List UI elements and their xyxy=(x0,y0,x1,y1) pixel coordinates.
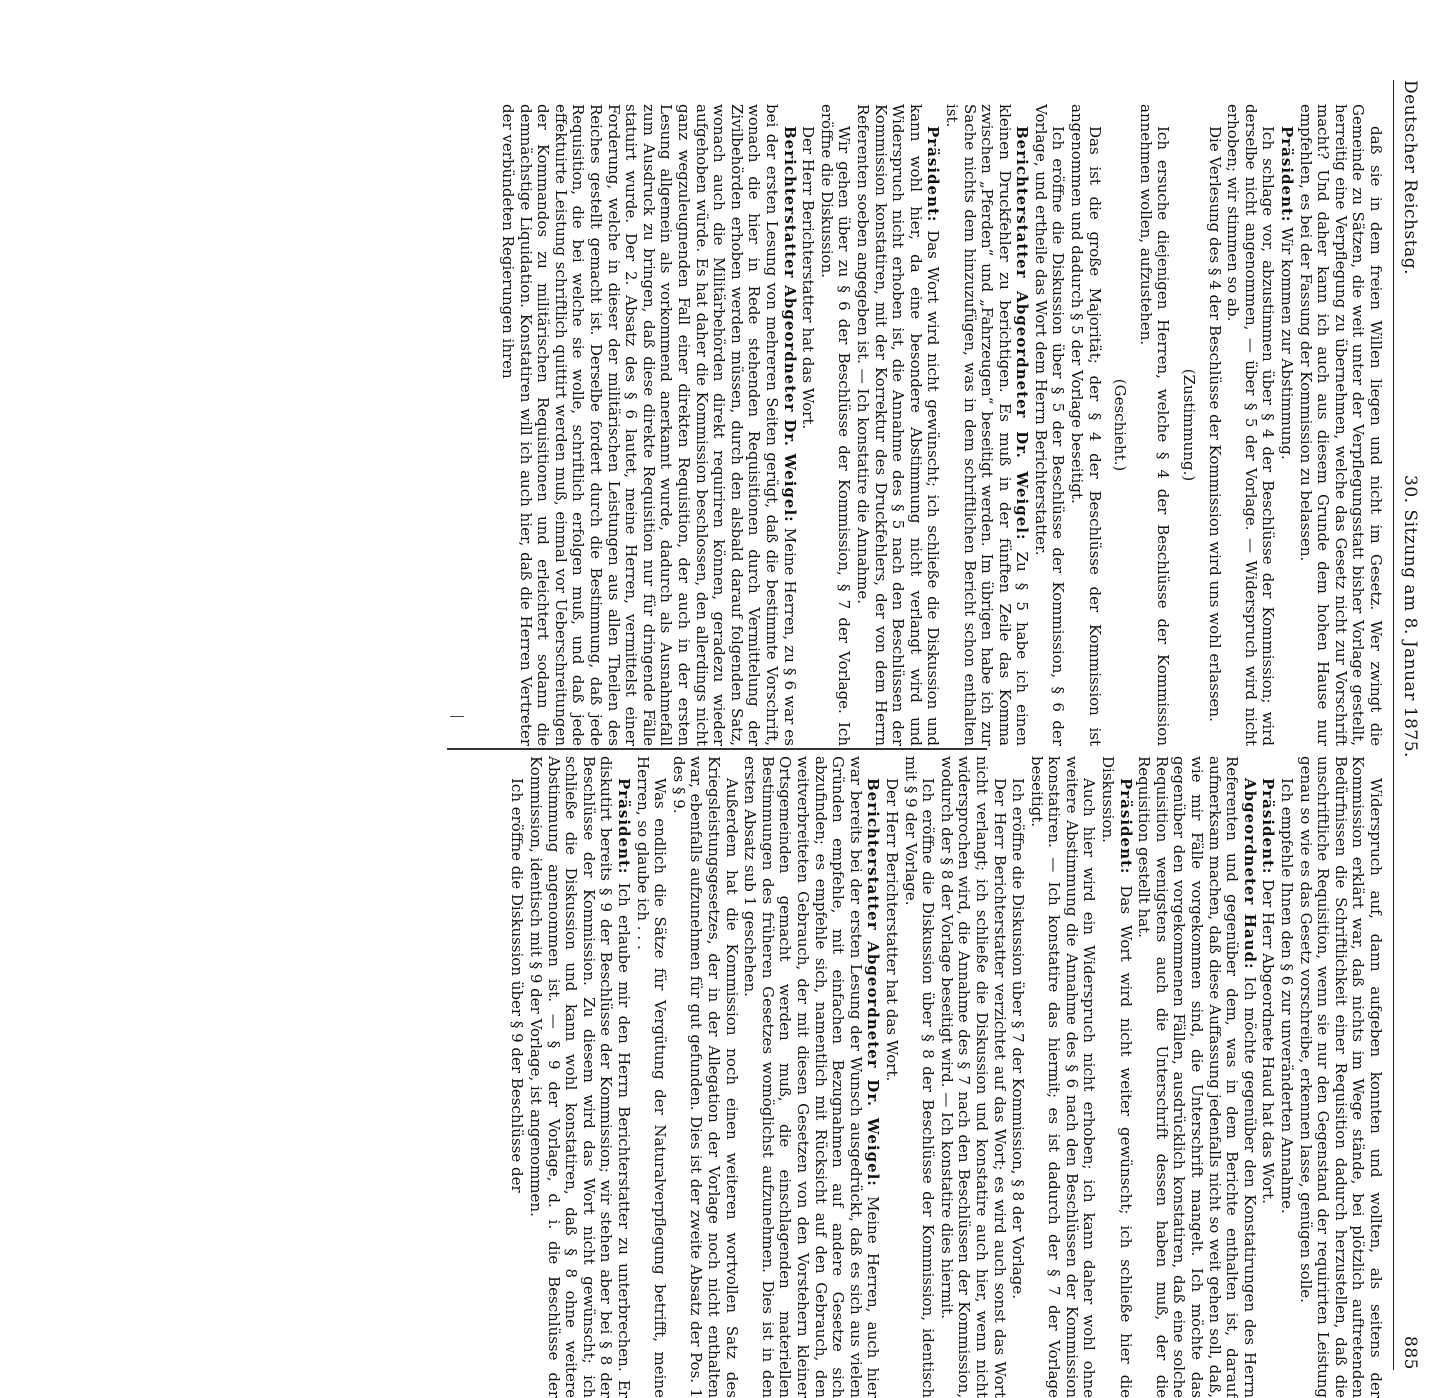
body-paragraph: Ich empfehle Ihnen den § 6 zur unveränderten Annahme. xyxy=(1278,778,1297,1214)
speaker-name: Berichterstatter Abgeordneter Dr. Weigel: xyxy=(864,778,883,1187)
body-paragraph: daß sie in dem freien Willen liegen und nicht im Gesetz. Wer zwingt die Gemeinde zu Sätzen, die weit unter der Verpflegungsstatt bisher Vorlage gestellt, herreitig eine Verpflegung zu übernehmen, welche das Gesetz nicht zur Vorschrift macht? Und daher kann ich auch aus diesem Grunde dem hohen Hause nur empfehlen, es bei der Fassung der Kommission zu belassen. xyxy=(1296,104,1385,746)
page-number: 885 xyxy=(1400,1336,1420,1370)
speaker-name: Präsident: xyxy=(924,126,943,223)
speech-paragraph xyxy=(942,104,1030,746)
speaker-name: Präsident: xyxy=(615,778,634,875)
stage-direction: (Geschieht.) xyxy=(1111,378,1130,472)
speech-paragraph xyxy=(1259,756,1277,1398)
speech-text: Ich möchte gegenüber den Konstatirungen des Herrn Referenten und gegenüber dem, was in dem Berichte enthalten ist, darauf aufmerksam machen, daß diese Auffassung jedenfalls nicht so weit gehen soll, daß, wie mir Fälle vorgekommen sind, die Unterschrift mangelt. Ich möchte das gegenüber den vorgekommenen Fällen, ausdrücklich konstatiren, daß eine solche Requisition wenigstens auch die Unterschrift dessen haben muß, der die Requisition gestellt hat. xyxy=(1135,756,1259,1398)
session-date: 30. Sitzung am 8. Januar 1875. xyxy=(1400,475,1420,758)
speech-text: Ich erlaube mir den Herrn Berichterstatter zu unterbrechen. Er diskutirt bereits § 9 der Beschlüsse der Kommission; wir stehen aber bei § 8 der Beschlüsse der Kommission. Zu diesem wird das Wort nicht gewünscht; ich schließe die Diskussion und kann wohl konstatiren, daß § 8 ohne weitere Abstimmung angenommen ist. — § 9 der Vorlage, d. i. die Beschlüsse der Kommission, identisch mit § 9 der Vorlage, ist angenommen. xyxy=(527,756,634,1398)
body-paragraph: Ich schlage vor, abzustimmen über § 4 der Beschlüsse der Kommission; wird derselbe nicht angenommen, — über § 5 der Vorlage. — Widerspruch wird nicht erhoben; wir stimmen so ab. xyxy=(1224,104,1278,746)
speaker-name: Präsident: xyxy=(1259,778,1278,875)
speech-paragraph xyxy=(853,104,941,746)
body-paragraph: Was endlich die Sätze für Vergütung der Naturalverpflegung betrifft, meine Herren, so glaube ich . . . xyxy=(633,756,670,1398)
body-paragraph: Die Verlesung des § 4 der Beschlüsse der Kommission wird uns wohl erlassen. xyxy=(1205,126,1224,722)
body-paragraph: Ich ersuche diejenigen Herren, welche § 4 der Beschlüsse der Kommission annehmen wollen, aufzustehen. xyxy=(1136,104,1173,746)
body-paragraph: Ich eröffne die Diskussion über § 8 der Beschlüsse der Kommission, identisch mit § 9 der Vorlage. xyxy=(901,756,938,1398)
speech-text: Meine Herren, zu § 6 war es bei der ersten Lesung von mehreren Seiten gerügt, daß die bestimmte Vorschrift, wonach die hier in Rede stehenden Requisitionen durch Vermittelung der Zivilbehörden erhoben werden müssen, durch den alsbald darauf folgenden Satz, wonach auch die Militärbehörden direkt requiriren können, geradezu wieder aufgehoben würde. Es hat daher die Kommission beschlossen, den allerdings nicht ganz wegzuleugnenden Fall einer direkten Requisition, der auch in der ersten Lesung allgemein als vorkommend anerkannt wurde, dadurch als Ausnahmefall zum Ausdruck zu bringen, daß diese direkte Requisition nur für dringende Fälle statuirt wurde. Der 2. Absatz des § 6 lautet, meine Herren, vermittelst einer Forderung, welche in dieser der militärischen Leistungen aus allen Theilen des Reiches gestellt gemacht ist. Derselbe fordert durch die Bestimmung, daß jede Requisition, die bei welche sie wolle, schriftlich erfolgen muß, und daß jede effektuirte Leistung schriftlich quittirt werden muß, einmal vor Ueberschreitungen der Kommandos zu militärischen Requisitionen und erleichtert sodann die demnächstige Liquidation. Konstatiren will ich auch hier, daß die Herren Vertreter der verbündeten Regierungen ihren xyxy=(499,104,799,746)
body-paragraph: Das ist die große Majorität; der § 4 der Beschlüsse der Kommission ist angenommen und dadurch § 5 der Vorlage beseitigt. xyxy=(1068,104,1104,746)
speech-text: Wir kommen zur Abstimmung. xyxy=(1278,227,1297,460)
page-mark xyxy=(450,716,464,721)
body-paragraph: Ich eröffne die Diskussion über § 9 der Beschlüsse der xyxy=(508,778,527,1193)
body-paragraph: Ich eröffne die Diskussion über § 5 der Beschlüsse der Kommission, § 6 der Vorlage, und ertheile das Wort dem Herrn Berichterstatter. xyxy=(1031,104,1068,746)
body-paragraph: Widerspruch auf, dann aufgeben konnten und wollten, als seitens der Kommission erklärt war, daß nichts im Wege stände, bei plötzlich auftretenden Bedürfnissen die Schriftlichkeit einer Requisition dadurch herzustellen, daß die unschriftliche Requisition, wenn sie nur den Gegenstand der requirirten Leistung genau so wie es das Gesetz vorschreibe, erkennen lasse, genügen solle. xyxy=(1296,756,1385,1398)
speaker-name: Berichterstatter Abgeordneter Dr. Weigel: xyxy=(1013,126,1032,541)
header-rule xyxy=(1393,80,1394,1370)
speaker-name: Präsident: xyxy=(1116,778,1135,875)
body-paragraph: Ich eröffne die Diskussion über § 7 der Kommission, § 8 der Vorlage. xyxy=(1009,778,1028,1299)
body-paragraph: Wir gehen über zu § 6 der Beschlüsse der Kommission, § 7 der Vorlage. Ich eröffne die Diskussion. xyxy=(817,104,854,746)
column-divider xyxy=(447,748,987,750)
body-paragraph: Der Herr Berichterstatter hat das Wort. xyxy=(882,778,901,1082)
speech-paragraph xyxy=(1099,756,1134,1398)
body-paragraph: Auch hier wird ein Widerspruch nicht erhoben; ich kann daher wohl ohne weitere Abstimmung die Annahme des § 6 nach den Beschlüssen der Kommission konstatiren. — Ich konstatire das hiermit; es ist dadurch der § 7 der Vorlage beseitigt. xyxy=(1027,756,1099,1398)
body-paragraph: Der Herr Berichterstatter verzichtet auf das Wort; es wird auch sonst das Wort nicht verlangt; ich schließe die Diskussion und konstatire auch hier, wenn nicht widersprochen wird, die Annahme des § 7 nach den Beschlüssen der Kommission, wodurch der § 8 der Vorlage beseitigt wird. — Ich konstatire dies hiermit. xyxy=(937,756,1009,1398)
speech-paragraph xyxy=(499,104,798,746)
speaker-name: Berichterstatter Abgeordneter Dr. Weigel: xyxy=(780,126,799,523)
speaker-name: Abgeordneter Haud: xyxy=(1240,778,1259,970)
speech-text: Der Herr Abgeordnete Haud hat das Wort. xyxy=(1259,879,1278,1204)
speech-text: Meine Herren, auch hier war bereits bei der ersten Lesung der Wunsch ausgedrückt, daß es sich aus vielen Gründen empfehle, mit einfachen Bezugnahmen auf andere Gesetze sich abzufinden; es empfehle sich, namentlich mit Rücksicht auf den Gebrauch, den weitverbreiteten Gebrauch, der mit diesen Gesetzen von den Vorstehern kleiner Ortsgemeinden gemacht werden muß, die einschlagenden materiellen Bestimmungen des früheren Gesetzes womöglichst aufzunehmen. Dies ist in den ersten Absatz sub 1 geschehen. xyxy=(741,756,883,1398)
speech-paragraph xyxy=(1135,756,1258,1398)
publication-title: Deutscher Reichstag. xyxy=(1400,80,1420,275)
speech-text: Das Wort wird nicht weiter gewünscht; ich schließe hier die Diskussion. xyxy=(1099,756,1135,1398)
body-paragraph: Der Herr Berichterstatter hat das Wort. xyxy=(799,126,818,430)
running-head xyxy=(1398,80,1420,1370)
body-paragraph: Außerdem hat die Kommission noch einen weiteren wortvollen Satz des Kriegsleistungsgesetzes, der in der Allegation der Vorlage noch nicht enthalten war, ebenfalls aufzunehmen für gut gefunden. Dies ist der zweite Absatz der Pos. 1 des § 9. xyxy=(669,756,741,1398)
speech-text: Das Wort wird nicht gewünscht; ich schließe die Diskussion und kann wohl hier, da eine besondere Abstimmung nicht verlangt wird und Widerspruch nicht erhoben ist, die Annahme des § 5 nach den Beschlüssen der Kommission konstatiren, mit der Korrektur des Druckfehlers, der von dem Herrn Referenten soeben angegeben ist. — Ich konstatire die Annahme. xyxy=(853,104,943,746)
stage-direction: (Zustimmung.) xyxy=(1180,368,1199,482)
speaker-name: Präsident: xyxy=(1278,126,1297,223)
left-column xyxy=(498,104,1385,746)
speech-paragraph xyxy=(741,756,882,1398)
speech-paragraph xyxy=(1277,104,1295,746)
speech-text: Zu § 5 habe ich einen kleinen Druckfehler zu berichtigen. Es muß in der fünften Zeile das Komma zwischen „Pferden“ und „Fahrzeugen“ beseitigt werden. Im übrigen habe ich zur Sache nichts dem hinzuzufügen, was in dem schriftlichen Bericht schon enthalten ist. xyxy=(942,104,1032,746)
right-column xyxy=(507,756,1384,1398)
speech-paragraph xyxy=(527,756,633,1398)
